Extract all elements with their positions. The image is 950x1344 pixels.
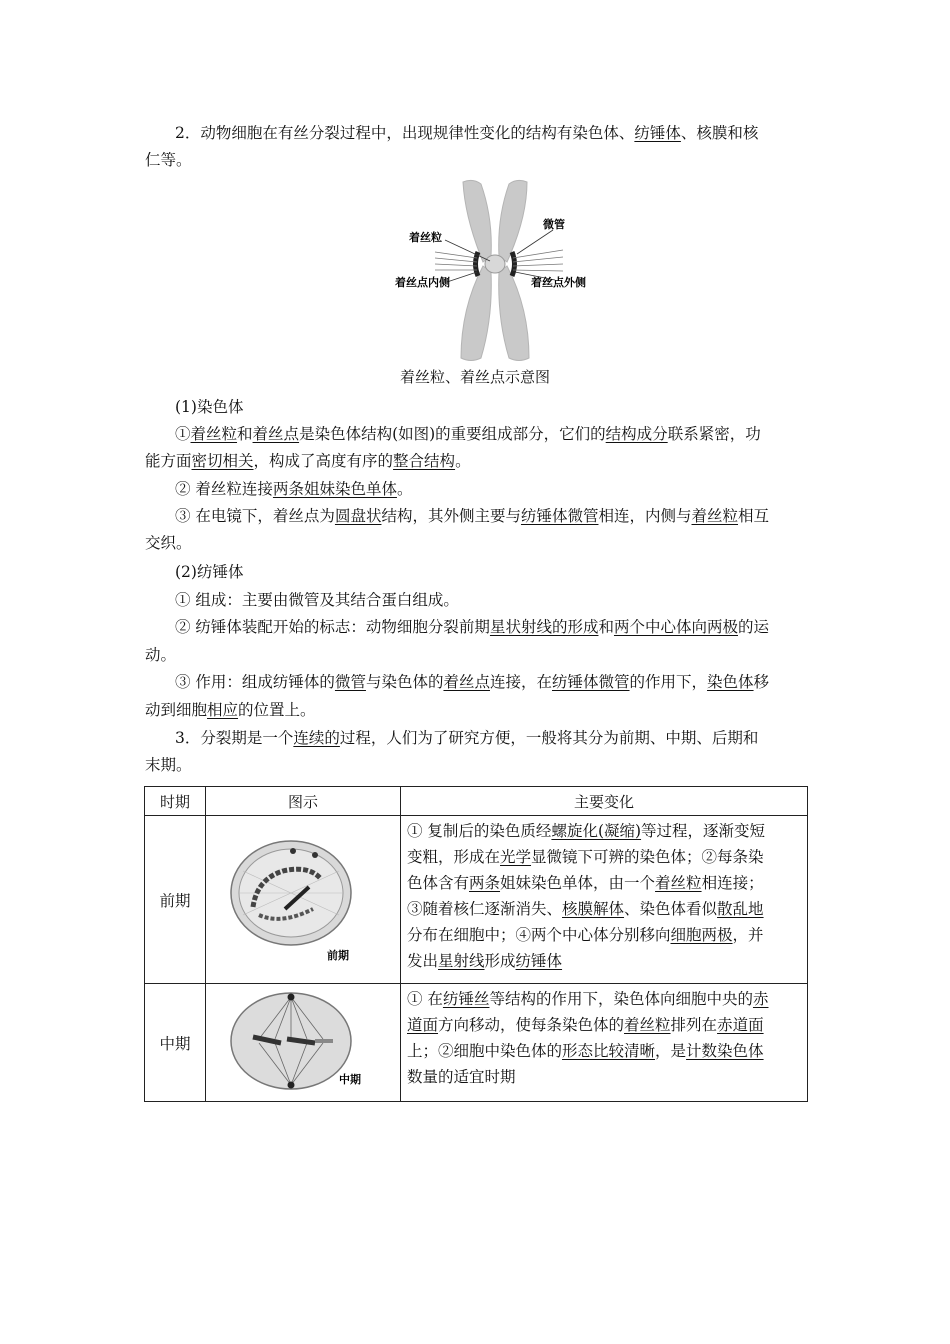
section2-line1: 2．动物细胞在有丝分裂过程中，出现规律性变化的结构有染色体、纺锤体、核膜和核 [175,124,759,142]
figure-caption: 着丝粒、着丝点示意图 [399,368,550,386]
metaphase-name: 中期 [145,984,206,1102]
prophase-figure-label: 前期 [327,948,349,962]
metaphase-changes: ① 在纺锤丝等结构的作用下，染色体向细胞中央的赤 道面方向移动，使每条染色体的着丝粒排列在赤道面 上；②细胞中染色体的形态比较清晰，是计数染色体 数量的适宜时期 [401,984,808,1102]
spindle-item2-line2: 动。 [145,646,177,664]
label-microtubule: 微管 [543,218,565,231]
label-inner-side: 着丝点内侧 [395,276,450,289]
section3-line2: 末期。 [145,756,192,774]
label-outer-side: 着丝点外侧 [531,276,586,289]
table-header-row [145,787,808,816]
label-kinetochore-grain: 着丝粒 [409,231,442,244]
chromosome-item1-line2: 能方面密切相关，构成了高度有序的整合结构。 [145,452,471,470]
spindle-item1: ① 组成：主要由微管及其结合蛋白组成。 [175,591,459,609]
mitosis-phase-table [144,786,808,1102]
table-row-prophase [145,816,808,984]
spindle-item2-line1: ② 纺锤体装配开始的标志：动物细胞分裂前期星状射线的形成和两个中心体向两极的运 [175,618,769,636]
chromosome-item3-line2: 交织。 [145,534,192,552]
spindle-item3-line2: 动到细胞相应的位置上。 [145,701,316,719]
section2-line2: 仁等。 [145,151,192,169]
table-row-metaphase [145,984,808,1102]
section3-line1: 3．分裂期是一个连续的过程，人们为了研究方便，一般将其分为前期、中期、后期和 [175,729,759,747]
prophase-figure-cell [206,816,401,984]
prophase-changes: ① 复制后的染色质经螺旋化(凝缩)等过程，逐渐变短 变粗，形成在光学显微镜下可辨的染色体；②每条染 色体含有两条姐妹染色单体，由一个着丝粒相连接； ③随着核仁逐渐消失、核膜解体、染色体看似散乱地 分布在细胞中；④两个中心体分别移向细胞两极，并 发出星射线形成纺锤体 [401,816,808,984]
chromosome-diagram [395,178,600,363]
chromosome-figure [395,178,600,363]
header-illustration: 图示 [206,787,401,816]
metaphase-cell-image [223,989,383,1097]
chromosome-item3-line1: ③ 在电镜下，着丝点为圆盘状结构，其外侧主要与纺锤体微管相连，内侧与着丝粒相互 [175,507,770,525]
chromosome-item2: ② 着丝粒连接两条姐妹染色单体。 [175,480,413,498]
prophase-name: 前期 [145,816,206,984]
metaphase-figure-cell [206,984,401,1102]
spindle-heading: (2)纺锤体 [175,563,244,581]
chromosome-heading: (1)染色体 [175,398,244,416]
metaphase-figure-label: 中期 [339,1072,361,1086]
header-period: 时期 [145,787,206,816]
prophase-cell-image [223,835,383,965]
spindle-item3-line1: ③ 作用：组成纺锤体的微管与染色体的着丝点连接，在纺锤体微管的作用下，染色体移 [175,673,770,691]
header-main-changes: 主要变化 [401,787,808,816]
chromosome-item1-line1: ①着丝粒和着丝点是染色体结构(如图)的重要组成部分，它们的结构成分联系紧密，功 [175,425,761,443]
